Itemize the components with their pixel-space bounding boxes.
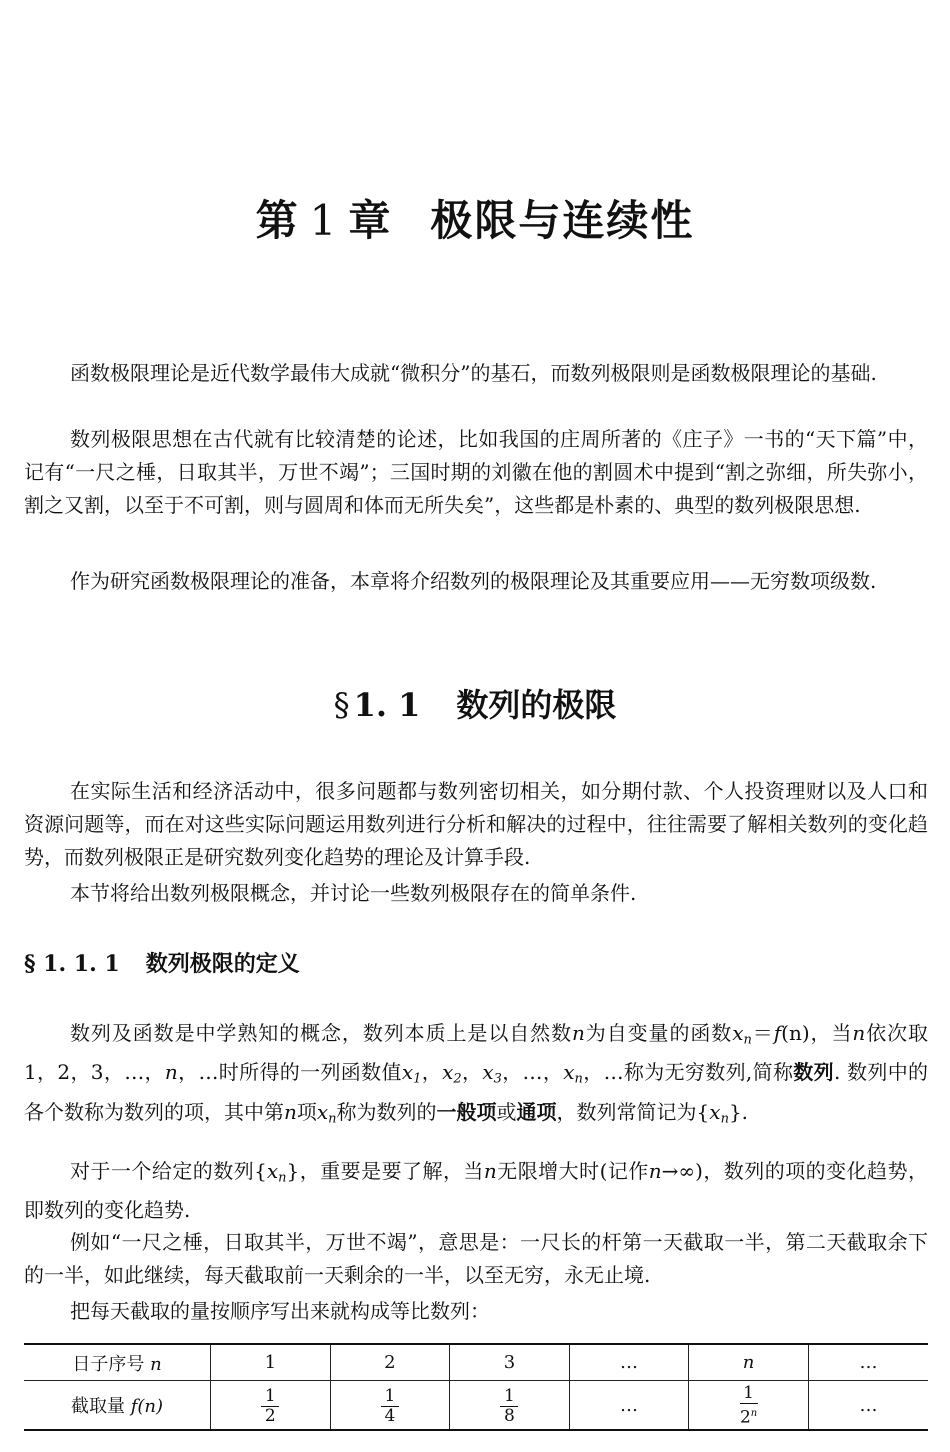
fraction: $\frac{1}{2^n}$ (739, 1383, 758, 1428)
definition-paragraph-2: 对于一个给定的数列$\{x_n\}$，重要是要了解，当n无限增大时(记作n→∞)，数列的项的变化趋势，即数列的变化趋势. (24, 1159, 928, 1223)
subsection-name: 数列极限的定义 (145, 952, 300, 977)
intro-paragraph-1: 函数极限理论是近代数学最伟大成就“微积分”的基石，而数列极限则是函数极限理论的基础. (70, 361, 877, 385)
table-cell (689, 1381, 809, 1431)
intro-paragraph-3: 作为研究函数极限理论的准备，本章将介绍数列的极限理论及其重要应用——无穷数项级数. (70, 569, 877, 593)
table-row (24, 1344, 928, 1381)
chapter-name: 极限与连续性 (430, 196, 695, 245)
table-row-label: 日子序号 n (24, 1344, 211, 1381)
table-cell (330, 1381, 450, 1431)
term-general: 一般项 (436, 1099, 497, 1124)
table-cell: 1 (211, 1344, 331, 1381)
table-cell: … (569, 1381, 689, 1431)
term-sequence: 数列 (793, 1060, 834, 1085)
section-paragraph-1: 在实际生活和经济活动中，很多问题都与数列密切相关，如分期付款、个人投资理财以及人口和资源问题等，而在对这些实际问题运用数列进行分析和解决的过程中，往往需要了解相关数列的变化趋势，而数列极限正是研究数列变化趋势的理论及计算手段. (24, 779, 928, 869)
table-cell: 2 (330, 1344, 450, 1381)
table-cell (211, 1381, 331, 1431)
section-symbol: § (333, 686, 350, 724)
fraction: $\frac{1}{8}$ (500, 1387, 518, 1426)
table-cell: … (569, 1344, 689, 1381)
table-cell: … (808, 1381, 928, 1431)
section-name: 数列的极限 (456, 686, 617, 724)
section-number: 1. 1 (353, 686, 421, 724)
chapter-number: 1 (309, 196, 339, 245)
table-row (24, 1381, 928, 1431)
definition-paragraph-3: 例如“一尺之棰，日取其半，万世不竭”，意思是：一尺长的杆第一天截取一半，第二天截取余下的一半，如此继续，每天截取前一天剩余的一半，以至无穷，永无止境. (24, 1230, 928, 1287)
fraction: $\frac{1}{2}$ (261, 1387, 279, 1426)
table-row-label: 截取量 f(n) (70, 1396, 164, 1417)
subsection-title (24, 947, 300, 978)
chapter-prefix: 第 (255, 196, 300, 245)
table-cell (450, 1381, 570, 1431)
sequence-table (24, 1343, 928, 1431)
section-title (0, 680, 950, 726)
definition-paragraph-4: 把每天截取的量按顺序写出来就构成等比数列： (70, 1299, 490, 1323)
definition-paragraph-1: 数列及函数是中学熟知的概念，数列本质上是以自然数n为自变量的函数$x_n=f(n)$，当n依次取 1，2，3，…，n，…时所得的一列函数值$x_1$，$x_2$，$x_3$，…，$x_n$，…称为无穷数列,简称数列. 数列中的各个数称为数列的项，其中第n项$x_n$称为数列的一般项或通项，数列常简记为$\{x_n\}$. (24, 1021, 929, 1126)
chapter-suffix: 章 (348, 196, 393, 245)
section-paragraph-2: 本节将给出数列极限概念，并讨论一些数列极限存在的简单条件. (70, 881, 637, 905)
table-cell: … (808, 1344, 928, 1381)
term-general2: 通项 (516, 1099, 557, 1124)
subsection-number: § 1. 1. 1 (24, 951, 120, 977)
table-cell: n (689, 1344, 809, 1381)
chapter-title (0, 188, 950, 248)
table-cell: 3 (450, 1344, 570, 1381)
intro-paragraph-2: 数列极限思想在古代就有比较清楚的论述，比如我国的庄周所著的《庄子》一书的“天下篇”中，记有“一尺之棰，日取其半，万世不竭”；三国时期的刘徽在他的割圆术中提到“割之弥细，所失弥小，割之又割，以至于不可割，则与圆周和体而无所失矣”，这些都是朴素的、典型的数列极限思想. (24, 427, 928, 517)
fraction: $\frac{1}{4}$ (381, 1387, 399, 1426)
